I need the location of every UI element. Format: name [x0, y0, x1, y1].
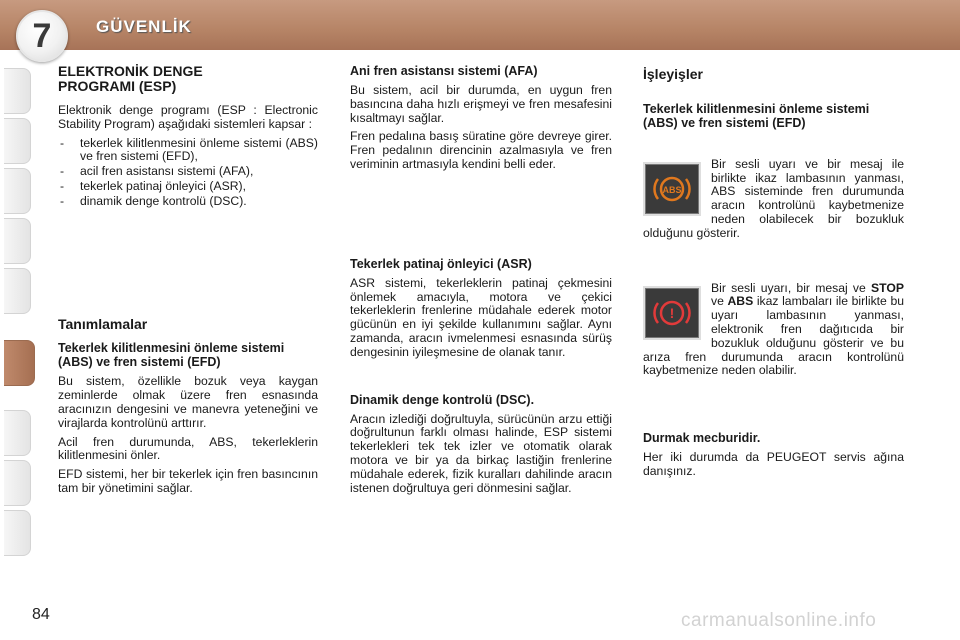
side-tab-3[interactable] — [4, 168, 31, 214]
brake-warning-text-part-1: Bir sesli uyarı, bir mesaj ve — [711, 281, 872, 295]
esp-title — [58, 64, 318, 94]
side-tab-8[interactable] — [4, 460, 31, 506]
abs-definition-paragraph-1: Bu sistem, özellikle bozuk veya kaygan zeminlerde olmak üzere fren esnasında aracınızın dengesini ve manevra yeteneğini ve virajlarda kontrolünü arttırır. — [58, 374, 318, 430]
esp-title-line2: PROGRAMI (ESP) — [58, 78, 177, 94]
brake-warning-lamp-icon — [645, 288, 699, 338]
esp-intro: Elektronik denge programı (ESP : Electronic Stability Program) aşağıdaki sistemleri kapsar : — [58, 103, 318, 131]
abs-definition-paragraph-2: Acil fren durumunda, ABS, tekerleklerin kilitlenmesini önler. — [58, 434, 318, 463]
right-column — [643, 64, 904, 484]
side-tab-7[interactable] — [4, 410, 31, 456]
dsc-heading: Dinamik denge kontrolü (DSC). — [350, 392, 535, 407]
abs-operation-heading: Tekerlek kilitlenmesini önleme sistemi (ABS) ve fren sistemi (EFD) — [643, 101, 870, 130]
abs-label: ABS — [727, 294, 754, 309]
abs-definition-paragraph-3: EFD sistemi, her bir tekerlek için fren basıncının tam bir yönetimini sağlar. — [58, 467, 318, 495]
abs-definition-heading: Tekerlek kilitlenmesini önleme sistemi (ABS) ve fren sistemi (EFD) — [58, 341, 285, 370]
side-tab-5[interactable] — [4, 268, 31, 314]
abs-icon-right-arc — [686, 179, 690, 199]
abs-icon-text: ABS — [662, 184, 682, 195]
list-item: - tekerlek patinaj önleyici (ASR), — [58, 180, 318, 194]
chapter-header — [0, 0, 960, 55]
chapter-number: 7 — [32, 16, 52, 55]
list-item: - dinamik denge kontrolü (DSC). — [58, 195, 318, 209]
brake-icon-left-arc — [654, 303, 658, 323]
abs-warning-text: Bir sesli uyarı ve bir mesaj ile birlikte ikaz lambasının yanması, ABS sisteminde fren durumunda aracın kontrolünü kaybetmenize neden olabilecek bir bozukluk olduğunu gösterir. — [643, 157, 904, 240]
side-tab-active[interactable] — [4, 340, 35, 386]
dsc-paragraph: Aracın izlediği doğrultuyla, sürücünün arzu ettiği doğrultunun farklı olması halinde, ESP sistemi tekerlekleri tek tek izler ve otomatik olarak motora ve bir ya da birkaç lastiğin frenlerine müdahale ederek, fizik kuralları dahilinde aracın istenen doğrultuya geri dönmesini sağlar. — [350, 411, 612, 495]
chapter-title: GÜVENLİK — [96, 17, 192, 36]
brake-warning-block — [643, 282, 904, 384]
side-tab-2[interactable] — [4, 118, 31, 164]
abs-warning-lamp-icon — [645, 164, 699, 214]
operation-heading: İşleyişler — [643, 66, 703, 82]
asr-paragraph: ASR sistemi, tekerleklerin patinaj çekmesini önlemek amacıyla, motora ve çekici tekerleklerin frenlerine müdahale ederek motor gücünün en iyi şekilde kullanımını sağlar. Aynı zamanda, aracın ivmelenmesi esnasında sürüş dengesinin iyileşmesine de olanak tanır. — [350, 275, 612, 359]
stop-label: STOP — [871, 281, 904, 295]
brake-icon-text: ! — [669, 304, 675, 321]
middle-column — [350, 64, 612, 500]
afa-paragraph-1: Bu sistem, acil bir durumda, en uygun fren basıncına daha hızlı erişmeyi ve fren mesafesini kısaltmayı sağlar. — [350, 83, 612, 125]
page-number: 84 — [32, 606, 50, 623]
afa-paragraph-2: Fren pedalına basış süratine göre devreye girer. Fren pedalının direncinin azalmasıyla ve fren veriminin artmasıyla kendini belli eder. — [350, 129, 612, 171]
abs-warning-block — [643, 158, 904, 246]
asr-heading: Tekerlek patinaj önleyici (ASR) — [350, 256, 532, 271]
afa-heading: Ani fren asistansı sistemi (AFA) — [350, 64, 538, 78]
brake-warning-text-part-3: ikaz lambaları ile birlikte bu uyarı lambasının yanması, elektronik fren dağıtıcıda bir bozukluk olduğunu gösterir ve bu arıza fren durumunda aracın kontrolünü kaybetmenize neden olabilir. — [643, 294, 904, 378]
list-item: - tekerlek kilitlenmesini önleme sistemi (ABS) ve fren sistemi (EFD), — [58, 137, 318, 165]
side-tab-strip — [0, 50, 36, 580]
list-item: - acil fren asistansı sistemi (AFA), — [58, 165, 318, 179]
left-column — [58, 64, 318, 501]
definitions-heading: Tanımlamalar — [58, 315, 148, 332]
brake-warning-text-part-2: ve — [711, 294, 728, 309]
esp-title-line1: ELEKTRONİK DENGE — [58, 63, 203, 79]
stop-required-text: Her iki durumda da PEUGEOT servis ağına danışınız. — [643, 450, 904, 478]
brake-icon-right-arc — [686, 303, 690, 323]
side-tab-9[interactable] — [4, 510, 31, 556]
abs-icon-left-arc — [654, 179, 658, 199]
side-tab-4[interactable] — [4, 218, 31, 264]
stop-required-heading: Durmak mecburidir. — [643, 431, 761, 446]
watermark: carmanualsonline.info — [681, 610, 877, 631]
esp-system-list — [58, 137, 318, 209]
side-tab-1[interactable] — [4, 68, 31, 114]
